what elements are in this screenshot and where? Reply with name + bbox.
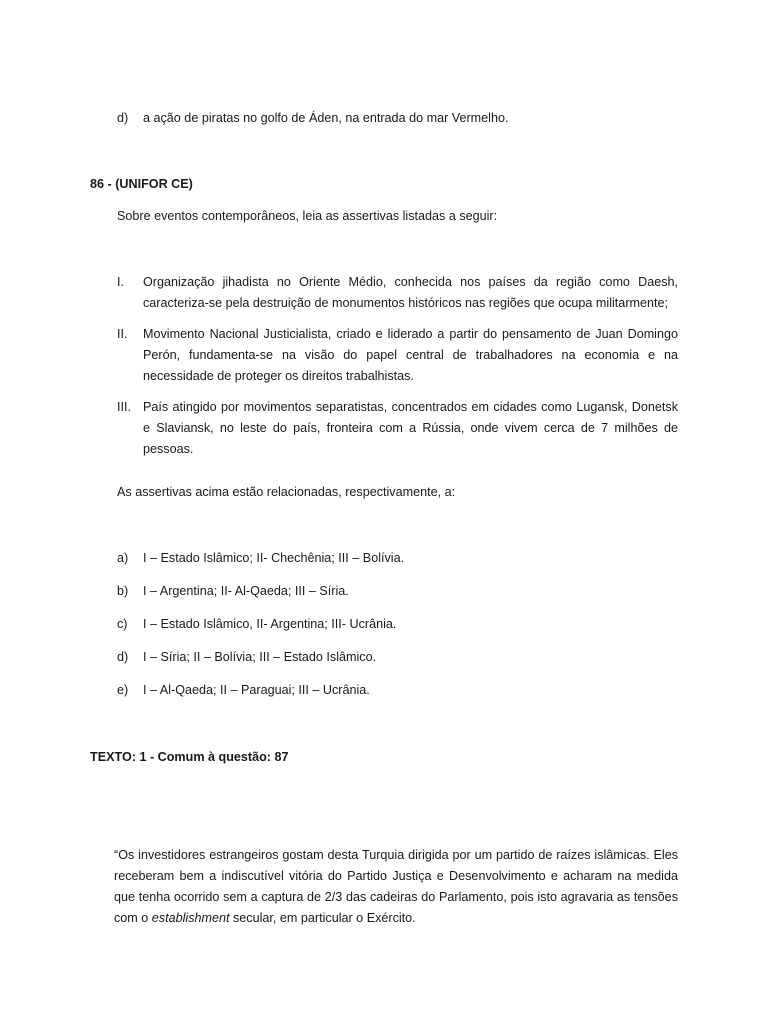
option-text: I – Argentina; II- Al-Qaeda; III – Síria.	[143, 584, 349, 598]
question-header: 86 - (UNIFOR CE)	[90, 177, 193, 191]
question-intro: Sobre eventos contemporâneos, leia as assertivas listadas a seguir:	[117, 209, 498, 223]
option-item	[117, 680, 677, 701]
option-marker: c)	[117, 617, 128, 631]
option-marker: e)	[117, 683, 129, 697]
quote-text-part1: “Os investidores estrangeiros gostam desta Turquia dirigida por um partido de raízes islâmicas. Eles receberam bem a indiscutível vitória do Partido Justiça e Desenvolvimento e acharam na medida que tenha ocorrido sem a captura de 2/3 das cadeiras do Parlamento, pois isto agravaria as tensões com o	[114, 848, 678, 925]
option-item	[117, 647, 677, 668]
option-item	[117, 614, 677, 635]
option-item	[117, 548, 677, 569]
quote-italic-term: establishment	[151, 911, 230, 925]
texto-header: TEXTO: 1 - Comum à questão: 87	[90, 750, 289, 764]
assertion-marker: I.	[117, 275, 124, 289]
option-text: a ação de piratas no golfo de Áden, na entrada do mar Vermelho.	[143, 111, 509, 125]
quote-paragraph	[114, 845, 678, 929]
assertion-text: Movimento Nacional Justicialista, criado e liderado a partir do pensamento de Juan Domingo Perón, fundamenta-se na visão do papel central de trabalhadores na economia e na necessidade de proteger os direitos trabalhistas.	[143, 327, 678, 383]
option-marker: b)	[117, 584, 129, 598]
option-item	[117, 108, 697, 129]
assertion-marker: III.	[117, 400, 131, 414]
assertion-text: País atingido por movimentos separatistas, concentrados em cidades como Lugansk, Donetsk e Slaviansk, no leste do país, fronteira com a Rússia, onde vivem cerca de 7 milhões de pessoas.	[143, 400, 678, 456]
option-marker: d)	[117, 111, 129, 125]
option-text: I – Estado Islâmico; II- Chechênia; III – Bolívia.	[143, 551, 405, 565]
assertion-marker: II.	[117, 327, 128, 341]
quote-text-part2: secular, em particular o Exército.	[229, 911, 416, 925]
option-marker: d)	[117, 650, 129, 664]
assertion-text: Organização jihadista no Oriente Médio, conhecida nos países da região como Daesh, caracteriza-se pela destruição de monumentos históricos nas regiões que ocupa militarmente;	[143, 275, 678, 310]
option-text: I – Síria; II – Bolívia; III – Estado Islâmico.	[143, 650, 377, 664]
option-text: I – Estado Islâmico, II- Argentina; III- Ucrânia.	[143, 617, 397, 631]
option-item	[117, 581, 677, 602]
option-text: I – Al-Qaeda; II – Paraguai; III – Ucrânia.	[143, 683, 370, 697]
option-marker: a)	[117, 551, 129, 565]
question-prompt: As assertivas acima estão relacionadas, respectivamente, a:	[117, 485, 456, 499]
